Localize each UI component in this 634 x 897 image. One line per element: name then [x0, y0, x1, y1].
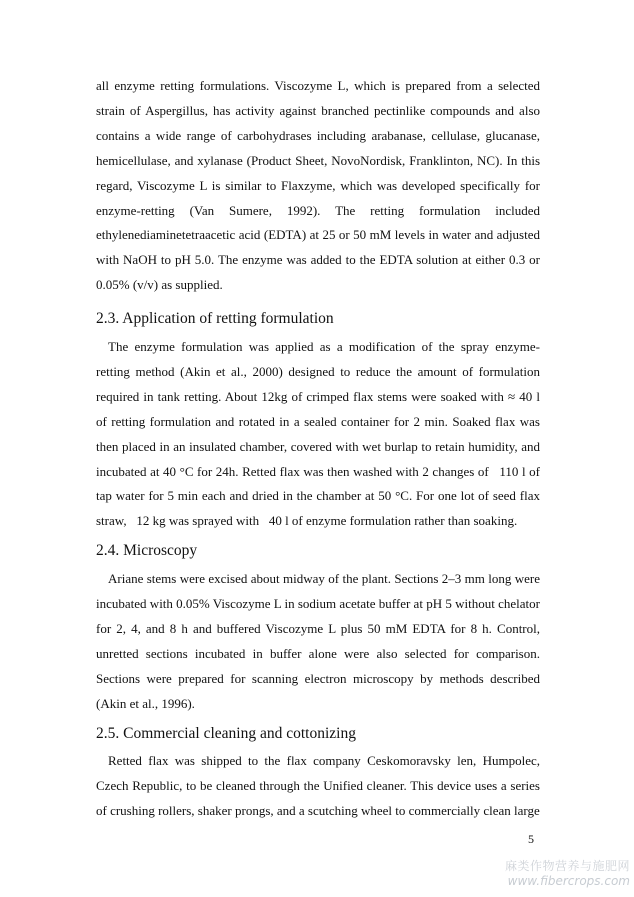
paragraph-commercial-cleaning: Retted flax was shipped to the flax company Ceskomoravsky len, Humpolec, Czech Republic, to be cleaned through the Unified cleaner. This device uses a series of crushing rollers, shaker prongs, and a scutching wheel to commercially clean large — [96, 753, 540, 818]
section-heading-2-3: 2.3. Application of retting formulation — [96, 310, 334, 327]
paragraph-enzyme-formulations: all enzyme retting formulations. Viscozyme L, which is prepared from a selected strain of Aspergillus, has activity against branched pectinlike compounds and also contains a wide range of carbohydrases including arabanase, cellulase, glucanase, hemicellulase, and xylanase (Product Sheet, NovoNordisk, Franklinton, NC). In this regard, Viscozyme L is similar to Flaxzyme, which was developed specifically for enzyme-retting (Van Sumere, 1992). The retting formulation included ethylenediaminetetraacetic acid (EDTA) at 25 or 50 mM levels in water and adjusted with NaOH to pH 5.0. The enzyme was added to the EDTA solution at either 0.3 or 0.05% (v/v) as supplied. — [96, 78, 540, 293]
page-number: 5 — [528, 832, 534, 846]
section-heading-2-4: 2.4. Microscopy — [96, 542, 198, 559]
watermark — [492, 858, 630, 889]
watermark-chinese-text: 麻类作物营养与施肥网 — [504, 859, 630, 873]
paragraph-retting-application: The enzyme formulation was applied as a modification of the spray enzyme-retting method (Akin et al., 2000) designed to reduce the amount of formulation required in tank retting. About 12kg of crimped flax stems were soaked with ≈ 40 l of retting formulation and rotated in a sealed container for 2 min. Soaked flax was then placed in an insulated chamber, covered with wet burlap to retain humidity, and incubated at 40 °C for 24h. Retted flax was then washed with 2 changes of 110 l of tap water for 5 min each and dried in the chamber at 50 °C. For one lot of seed flax straw, 12 kg was sprayed with 40 l of enzyme formulation rather than soaking. — [96, 339, 540, 529]
section-heading-2-5: 2.5. Commercial cleaning and cottonizing — [96, 725, 356, 742]
paragraph-microscopy: Ariane stems were excised about midway of the plant. Sections 2–3 mm long were incubated with 0.05% Viscozyme L in sodium acetate buffer at pH 5 without chelator for 2, 4, and 8 h and buffered Viscozyme L plus 50 mM EDTA for 8 h. Control, unretted sections incubated in buffer alone were also selected for comparison. Sections were prepared for scanning electron microscopy by methods described (Akin et al., 1996). — [96, 571, 540, 711]
watermark-url: www.fibercrops.com — [507, 874, 630, 888]
